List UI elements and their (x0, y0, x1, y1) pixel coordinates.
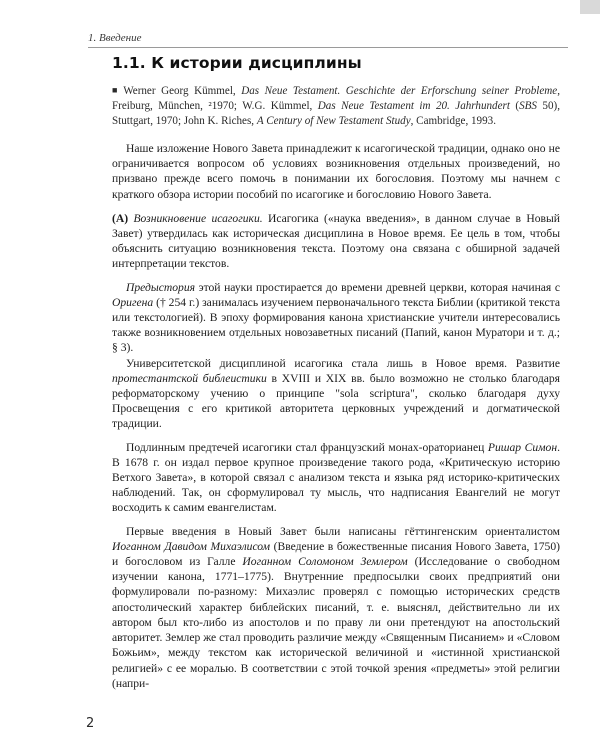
italic-run: Возникновение исагогики. (133, 211, 263, 225)
text-run: , Freiburg, München, ²1970; W.G. Kümmel, (112, 85, 561, 112)
text-run: (Исследование о свободном изучении канона, 1771–1775). Внутренние предпосылки своих предприятий они формулировали по-разному: Михаэлис проверял с помощью исторических средств апостолический характер библейских писаний, т. е. выяснял, действительно ли их автором был кто-либо из апостолов и по праву ли они претендуют на апостольский авторитет. Землер же стал проводить различие между «Священным Писанием» и «Словом Божьим», между текстом как исторической величиной и «истинной христианской религией» с ее моралью. В соответствии с этой точкой зрения «предметы» этой религии (напри- (112, 555, 560, 690)
text-run: в XVIII и XIX вв. было возможно не столько благодаря реформаторскому учению о принципе "sola scriptura", сколько благодаря духу Просвещения с его критикой авторитета церковных учреждений и догматической традиции. (112, 371, 560, 431)
bibliography-text (112, 85, 560, 127)
running-header: 1. Введение (88, 32, 568, 48)
text-run: Наше изложение Нового Завета принадлежит к исагогической традиции, однако оно не ограничивается вопросом об условиях возникновения отдельных произведений, но призвано прежде всего помочь в понимании их богословия. Поэтому мы начнем с краткого обзора истории пособий по исагогике и богословию Нового Завета. (112, 142, 560, 201)
paragraph (112, 141, 560, 202)
text-run: Werner Georg Kümmel, (123, 85, 242, 97)
text-run: . В 1678 г. он издал первое крупное произведение такого рода, «Критическую историю Ветхого Завета», в которой связал с анализом текста и языка ряд историко-критических наблюдений. Так, он сформулировал ту мысль, что надписания Евангелий не могут восходить к самим евангелистам. (112, 440, 560, 515)
text-run: ( (509, 100, 520, 112)
text-run: 50), Stuttgart, 1970; John K. Riches, (112, 100, 560, 127)
paragraph (112, 280, 560, 356)
bibliography-note (112, 83, 560, 129)
italic-run: SBS (519, 100, 537, 112)
italic-run: Ришар Симон (487, 440, 558, 454)
italic-run: протестантской библеистики (112, 371, 267, 385)
text-run: Университетской дисциплиной исагогика стала лишь в Новое время. Развитие (126, 356, 560, 370)
body-text (112, 141, 560, 691)
text-run: († 254 г.) занималась изучением первоначального текста Библии (критикой текста или текстологией). В эпоху формирования канона христианские учители интересовались также возникновением отдельных новозаветных писаний (Папий, канон Муратори и т. д.; § 3). (112, 295, 560, 355)
paragraph (112, 524, 560, 691)
paragraph (112, 356, 560, 432)
section-title: 1.1. К истории дисциплины (112, 54, 362, 72)
italic-run: Иоганном Соломоном Землером (242, 555, 408, 569)
text-run: этой науки простирается до времени древней церкви, которая начиная с (195, 280, 560, 294)
italic-run: Das Neue Testament im 20. Jahrhundert (317, 100, 510, 112)
text-run: Исагогика («наука введения», в данном случае в Новый Завет) утвердилась как историческая дисциплина в Новое время. Ее цель в том, чтобы объяснить ситуацию возникновения текста. Поэтому она связана с обширной задачей интерпретации текстов. (112, 211, 560, 271)
italic-run: Предыстория (126, 280, 196, 294)
text-run: Первые введения в Новый Завет были написаны гёттингенским ориенталистом (126, 524, 560, 538)
italic-run: Иоганном Давидом Михаэлисом (112, 539, 271, 553)
page-corner-tab (580, 0, 600, 14)
paragraph (112, 440, 560, 516)
page-number: 2 (86, 716, 95, 731)
italic-run: Das Neue Testament. Geschichte der Erforschung seiner Probleme (241, 85, 558, 97)
italic-run: Оригена (112, 295, 154, 309)
italic-run: A Century of New Testament Study (256, 115, 411, 127)
square-bullet-icon: ■ (112, 85, 121, 95)
text-run: Подлинным предтечей исагогики стал французский монах-ораторианец (126, 440, 488, 454)
section-label: (А) (112, 211, 134, 225)
text-run: , Cambridge, 1993. (410, 115, 496, 127)
page-content (112, 54, 560, 691)
paragraph (112, 211, 560, 272)
text-run: (Введение в божественные писания Нового Завета, 1750) и богословом из Галле (112, 539, 560, 569)
